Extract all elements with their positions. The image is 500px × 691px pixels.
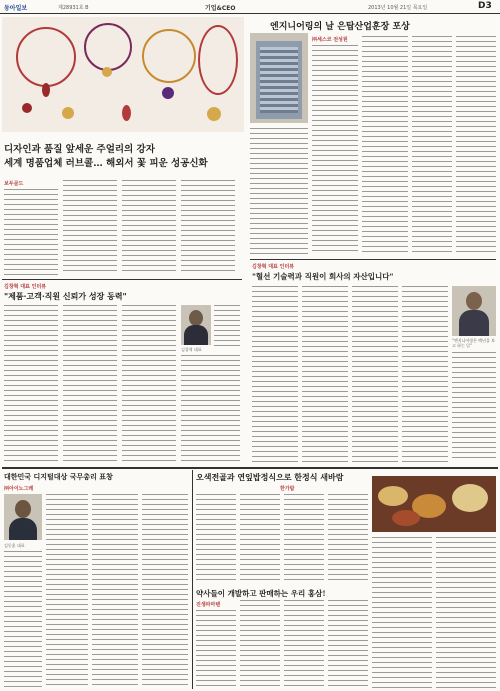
issue-date: 2013년 10월 21일 목요일	[368, 5, 428, 11]
interview2-headline: "혈선 기술력과 직원이 회사의 자산입니다"	[252, 272, 394, 281]
interview-body-col3	[122, 305, 176, 463]
interview-tag: 김창혁 대표 인터뷰	[4, 284, 47, 290]
interview-body-col4b	[181, 355, 240, 463]
divider	[250, 259, 496, 260]
award-body-col4	[456, 36, 496, 255]
restaurant-body-col3	[284, 494, 324, 584]
ginseng-headline: 약사들이 개발하고 판매하는 우리 홍삼!	[196, 589, 326, 598]
article-byline: 보두골드	[4, 181, 24, 187]
interview2-body-col1	[252, 286, 298, 462]
interview-body-col4a	[214, 305, 240, 350]
section-divider	[2, 467, 498, 469]
restaurant-byline: 한가람	[280, 486, 295, 492]
interview-body-col2	[63, 305, 117, 463]
ginseng-byline: 진생파마텐	[196, 602, 221, 608]
restaurant-body-col5	[372, 537, 432, 688]
ginseng-body-col2	[240, 600, 280, 688]
digital-body-col2	[92, 494, 138, 688]
digital-body-col0	[4, 551, 42, 688]
article-body-col4	[181, 180, 235, 275]
article-headline-2: 세계 명품업체 러브콜… 해외서 꽃 피운 성공신화	[4, 158, 208, 169]
interview2-body-col4	[402, 286, 448, 462]
interview2-body-col3	[352, 286, 398, 462]
restaurant-body-col4	[328, 494, 368, 584]
article-body-col1	[4, 189, 58, 275]
engineer-portrait	[452, 286, 496, 336]
restaurant-photo	[372, 476, 496, 532]
digital-ceo-portrait	[4, 494, 42, 540]
digital-body-col1	[46, 494, 88, 688]
column-divider	[192, 470, 193, 689]
section-title: 기업&CEO	[205, 5, 236, 12]
ceo-caption: 김창혁 대표	[181, 347, 202, 352]
building-photo	[250, 33, 308, 123]
interview-headline: "제품·고객·직원 신뢰가 성장 동력"	[4, 291, 127, 301]
award-body-col2	[362, 36, 408, 255]
digital-body-col3	[142, 494, 188, 688]
interview2-body-col5	[452, 352, 496, 462]
article-headline-1: 디자인과 품질 앞세운 주얼리의 강자	[4, 144, 155, 155]
article-body-col2	[63, 180, 117, 275]
restaurant-headline: 오색전골과 연잎밥정식으로 한정식 새바람	[196, 472, 344, 482]
ceo-portrait	[181, 305, 211, 345]
interview-body-col1	[4, 305, 58, 463]
digital-award-byline: ㈜아이노그레	[4, 486, 34, 492]
masthead	[0, 0, 500, 14]
ginseng-body-col3	[284, 600, 324, 688]
award-body-col3	[412, 36, 452, 255]
digital-award-headline: 대한민국 디지털대상 국무총리 표창	[4, 472, 113, 481]
award-headline: 엔지니어링의 날 은탑산업훈장 포상	[270, 22, 410, 32]
award-body-col1	[312, 45, 358, 255]
divider	[2, 279, 242, 280]
restaurant-body-col6	[436, 537, 496, 688]
digital-ceo-caption: 김동훈 대표	[4, 543, 25, 548]
article-body-col3	[122, 180, 176, 275]
interview2-tag: 김창혁 대표 인터뷰	[252, 264, 295, 270]
award-body-col0	[250, 128, 308, 255]
issue-number: 제28931호 B	[58, 5, 89, 11]
ginseng-body-col4	[328, 600, 368, 688]
award-byline: ㈜세스코 전성원	[312, 37, 348, 43]
newspaper-logo: 동아일보	[4, 5, 28, 12]
restaurant-body-col2	[240, 494, 280, 584]
interview2-body-col2	[302, 286, 348, 462]
page-number: D3	[478, 1, 492, 11]
restaurant-body-col1	[196, 494, 236, 584]
ginseng-body-col1	[196, 610, 236, 688]
engineer-caption: "엔지니어링은 백년을 보고 하는 일"	[452, 338, 496, 348]
jewelry-photo	[2, 17, 244, 132]
